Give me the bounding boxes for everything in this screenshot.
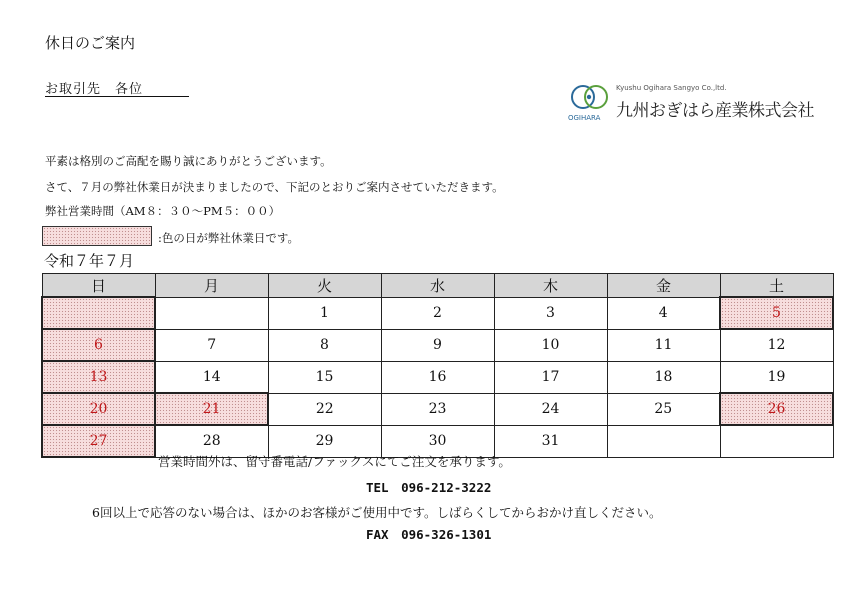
calendar-day-cell: 19 [720, 361, 833, 393]
fax-number: FAX 096-326-1301 [366, 527, 492, 542]
calendar-week-row [42, 329, 833, 361]
tel-number: TEL 096-212-3222 [366, 480, 492, 495]
calendar-day-cell: 24 [494, 393, 607, 425]
calendar-day-cell: 17 [494, 361, 607, 393]
business-hours: 弊社営業時間（AM８：３０～PM５：００） [45, 204, 281, 218]
company-name-en: Kyushu Ogihara Sangyo Co.,ltd. [616, 84, 727, 92]
company-name-ja: 九州おぎはら産業株式会社 [616, 101, 814, 121]
calendar-day-cell: 3 [494, 297, 607, 329]
calendar-day-cell: 10 [494, 329, 607, 361]
calendar-day-cell: 25 [607, 393, 720, 425]
calendar-holiday-cell: 21 [155, 393, 268, 425]
calendar-day-cell: 15 [268, 361, 381, 393]
calendar-day-cell: 16 [381, 361, 494, 393]
calendar-day-cell: 1 [268, 297, 381, 329]
calendar-day-cell: 4 [607, 297, 720, 329]
calendar-day-cell: 22 [268, 393, 381, 425]
calendar-day-cell: 29 [268, 425, 381, 457]
calendar-holiday-cell: 5 [720, 297, 833, 329]
calendar-week-row [42, 361, 833, 393]
calendar-holiday-cell: 26 [720, 393, 833, 425]
holiday-legend-swatch [42, 226, 152, 246]
weekday-sun: 日 [42, 274, 155, 298]
holiday-calendar [41, 273, 834, 458]
greeting-line-2: さて、７月の弊社休業日が決まりましたので、下記のとおりご案内させていただきます。 [45, 180, 504, 194]
calendar-day-cell: 9 [381, 329, 494, 361]
calendar-day-cell [155, 297, 268, 329]
greeting-line-1: 平素は格別のご高配を賜り誠にありがとうございます。 [45, 154, 332, 168]
calendar-day-cell: 2 [381, 297, 494, 329]
after-hours-note: 営業時間外は、留守番電話/ファックスにてご注文を承ります。 [158, 454, 511, 469]
weekday-header-row [42, 274, 833, 298]
calendar-day-cell [607, 425, 720, 457]
calendar-day-cell [720, 425, 833, 457]
calendar-holiday-cell: 27 [42, 425, 155, 457]
weekday-wed: 水 [381, 274, 494, 298]
calendar-day-cell: 8 [268, 329, 381, 361]
calendar-holiday-cell: 13 [42, 361, 155, 393]
company-logo [568, 82, 818, 126]
calendar-day-cell: 12 [720, 329, 833, 361]
calendar-day-cell: 31 [494, 425, 607, 457]
weekday-sat: 土 [720, 274, 833, 298]
calendar-week-row [42, 297, 833, 329]
weekday-tue: 火 [268, 274, 381, 298]
page-title: 休日のご案内 [45, 34, 136, 52]
addressee: お取引先 各位 [45, 82, 144, 97]
busy-line-note: 6回以上で応答のない場合は、ほかのお客様がご使用中です。しばらくしてからおかけ直しください。 [92, 505, 662, 520]
holiday-legend-text: :色の日が弊社休業日です。 [158, 231, 299, 245]
calendar-day-cell: 28 [155, 425, 268, 457]
calendar-holiday-cell [42, 297, 155, 329]
calendar-day-cell: 18 [607, 361, 720, 393]
month-label: 令和７年７月 [44, 252, 135, 270]
weekday-mon: 月 [155, 274, 268, 298]
calendar-day-cell: 23 [381, 393, 494, 425]
calendar-holiday-cell: 6 [42, 329, 155, 361]
calendar-day-cell: 30 [381, 425, 494, 457]
weekday-thu: 木 [494, 274, 607, 298]
weekday-fri: 金 [607, 274, 720, 298]
calendar-holiday-cell: 20 [42, 393, 155, 425]
logo-mark-text: OGIHARA [568, 114, 601, 122]
calendar-day-cell: 11 [607, 329, 720, 361]
calendar-day-cell: 14 [155, 361, 268, 393]
calendar-day-cell: 7 [155, 329, 268, 361]
calendar-week-row [42, 393, 833, 425]
addressee-underline [45, 96, 189, 97]
